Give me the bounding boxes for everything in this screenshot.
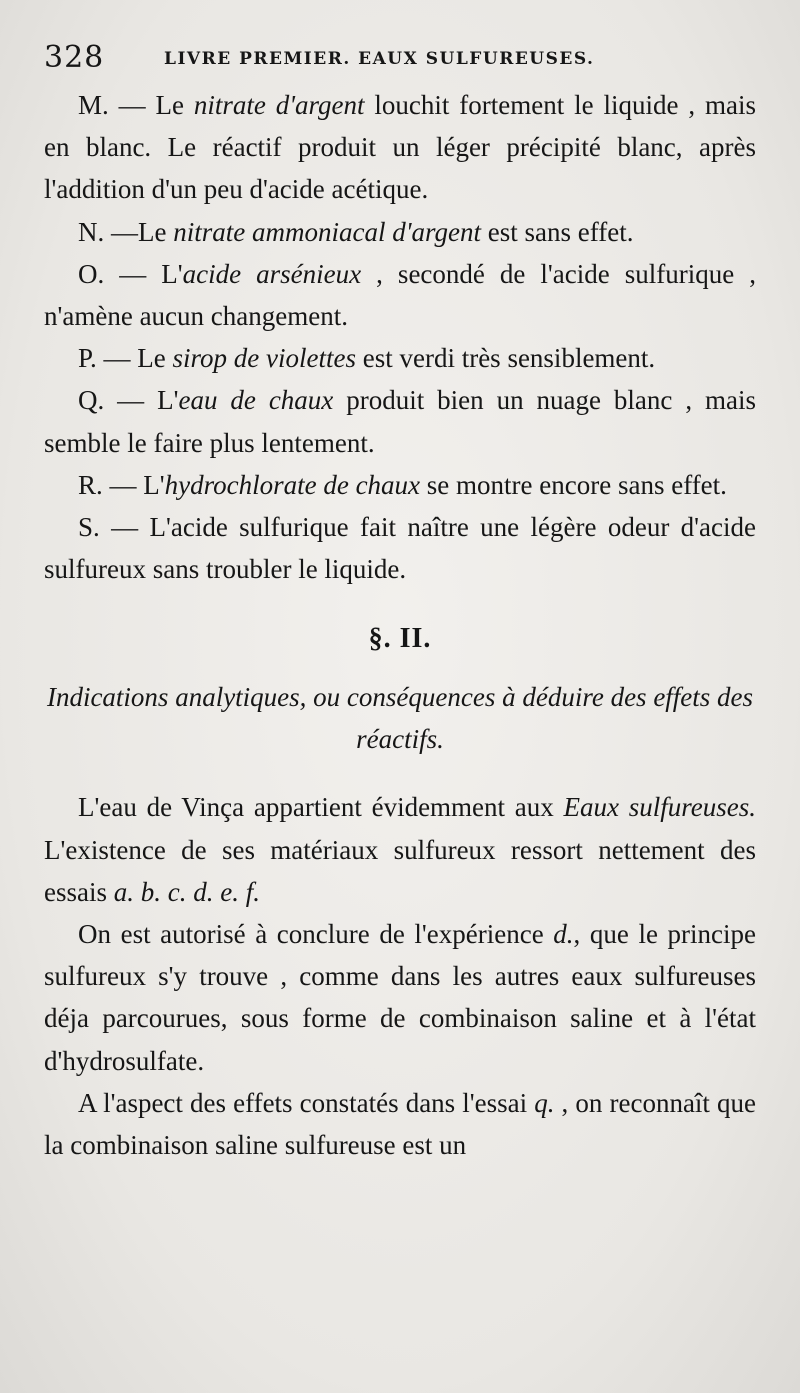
reagent-name: sirop de violettes: [172, 343, 356, 374]
reaction-label: P. —: [78, 343, 131, 374]
reagent-name: nitrate d'argent: [193, 90, 365, 120]
section-subtitle: Indications analytiques, ou conséquences à déduire des effets des réactifs.: [46, 682, 754, 755]
reaction-r: R. — L'hydrochlorate de chaux se montre encore sans effet.: [78, 469, 727, 500]
reaction-label: N. —: [78, 216, 138, 247]
page-number: 328: [44, 40, 105, 75]
emphasis: d.: [553, 919, 574, 950]
reaction-label: S. —: [78, 512, 139, 543]
reaction-label: M. —: [78, 90, 146, 120]
page-body: [44, 84, 756, 1166]
reaction-m: M. — Le nitrate d'argent louchit fortement le liquide , mais en blanc. Le réactif produit un léger précipité blanc, après l'addition d'un peu d'acide acétique.: [44, 90, 756, 205]
reagent-name: nitrate ammoniacal d'argent: [173, 216, 481, 247]
reaction-p: P. — Le sirop de violettes est verdi très sensiblement.: [78, 343, 656, 374]
page-header: [44, 38, 764, 78]
emphasis: a. b. c. d. e. f.: [113, 876, 260, 907]
reaction-q: Q. — L'eau de chaux produit bien un nuage blanc , mais semble le faire plus lentement.: [44, 385, 757, 458]
reagent-name: eau de chaux: [178, 385, 334, 416]
reaction-o: O. — L'acide arsénieux , secondé de l'acide sulfurique , n'amène aucun changement.: [44, 258, 757, 332]
reagent-name: hydrochlorate de chaux: [164, 469, 421, 500]
paragraph-2: On est autorisé à conclure de l'expérience d., que le principe sulfureux s'y trouve , comme dans les autres eaux sulfureuses déja parcourues, sous forme de combinaison saline et à l'état d'hydrosulfate.: [44, 919, 756, 1076]
reaction-label: O. —: [78, 258, 147, 289]
reaction-label: R. —: [78, 469, 137, 500]
paragraph-3: A l'aspect des effets constatés dans l'essai q. , on reconnaît que la combinaison saline sulfureuse est un: [44, 1087, 756, 1161]
section-heading: §. II.: [368, 623, 432, 655]
emphasis: q.: [534, 1087, 555, 1118]
reaction-n: N. —Le nitrate ammoniacal d'argent est sans effet.: [78, 216, 634, 247]
paragraph-1: L'eau de Vinça appartient évidemment aux Eaux sulfureuses. L'existence de ses matériaux sulfureux ressort nettement des essais a. b. c. d. e. f.: [44, 792, 756, 907]
reaction-s: S. — L'acide sulfurique fait naître une légère odeur d'acide sulfureux sans troubler le liquide.: [44, 512, 756, 585]
reaction-label: Q. —: [78, 385, 145, 416]
reagent-name: acide arsénieux: [182, 258, 362, 289]
emphasis: Eaux sulfureuses.: [563, 792, 756, 823]
running-title: LIVRE PREMIER. EAUX SULFUREUSES.: [164, 49, 595, 69]
